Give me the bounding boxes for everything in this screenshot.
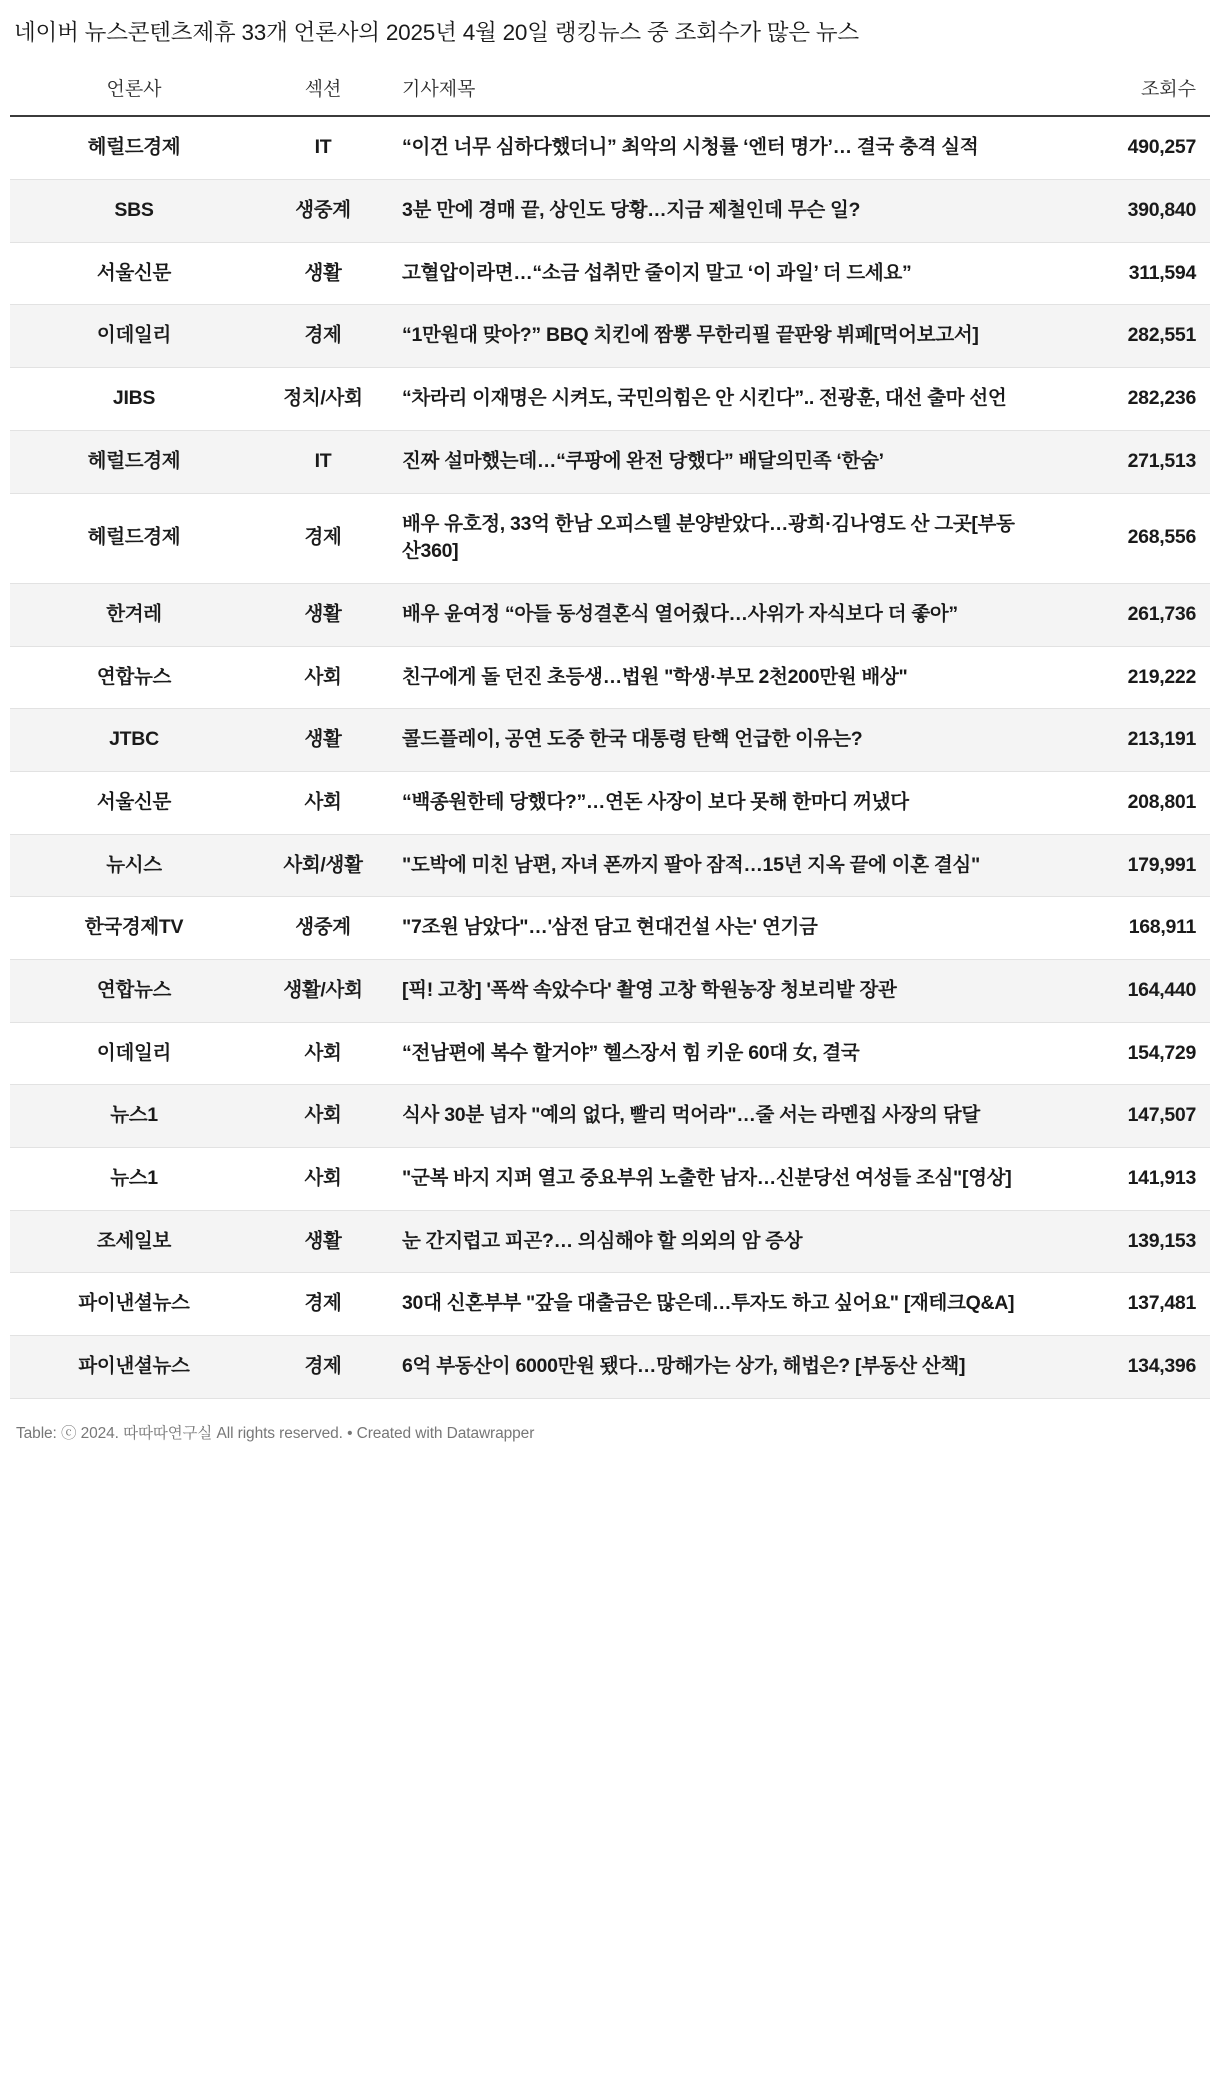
- cell-headline: 30대 신혼부부 "갚을 대출금은 많은데…투자도 하고 싶어요" [재테크Q&A]: [402, 1292, 1015, 1315]
- cell-headline: 배우 유호정, 33억 한남 오피스텔 분양받았다…광희·김나영도 산 그곳[부동산360]: [402, 512, 1015, 563]
- cell-views: 271,513: [1127, 449, 1196, 472]
- cell-views: 168,911: [1128, 916, 1196, 939]
- cell-press: 서울신문: [96, 790, 172, 813]
- cell-views: 154,729: [1127, 1041, 1196, 1064]
- cell-press: 헤럴드경제: [87, 136, 181, 159]
- column-header-headline: 기사제목: [402, 79, 476, 101]
- table-row: [10, 709, 1210, 772]
- cell-views: 268,556: [1127, 526, 1196, 549]
- cell-press: 한겨레: [106, 602, 162, 625]
- cell-views: 137,481: [1127, 1292, 1196, 1315]
- cell-headline: 친구에게 돌 던진 초등생…법원 "학생·부모 2천200만원 배상": [402, 665, 908, 688]
- column-header-views: 조회수: [1140, 79, 1196, 101]
- column-header-section: 섹션: [304, 79, 342, 101]
- cell-views: 208,801: [1127, 790, 1196, 813]
- cell-views: 390,840: [1127, 199, 1196, 222]
- table-row: [10, 1210, 1210, 1273]
- cell-press: 연합뉴스: [96, 665, 172, 688]
- table-header-row: [10, 70, 1210, 116]
- table-row: [10, 180, 1210, 243]
- table-row: [10, 430, 1210, 493]
- cell-section: 사회: [304, 1041, 342, 1064]
- cell-headline: 고혈압이라면…“소금 섭취만 줄이지 말고 ‘이 과일’ 더 드세요”: [402, 261, 912, 284]
- cell-headline: 6억 부동산이 6000만원 됐다…망해가는 상가, 해법은? [부동산 산책]: [402, 1355, 966, 1378]
- cell-headline: “전남편에 복수 할거야” 헬스장서 힘 키운 60대 女, 결국: [402, 1041, 860, 1064]
- cell-press: 파이낸셜뉴스: [78, 1355, 190, 1378]
- table-row: [10, 493, 1210, 583]
- cell-headline: 눈 간지럽고 피곤?… 의심해야 할 의외의 암 증상: [402, 1229, 803, 1252]
- cell-press: 서울신문: [96, 261, 172, 284]
- cell-press: 파이낸셜뉴스: [78, 1292, 190, 1315]
- cell-section: 생활: [304, 728, 342, 751]
- column-header-press: 언론사: [106, 79, 162, 101]
- cell-headline: [픽! 고창] '폭싹 속았수다' 촬영 고창 학원농장 청보리밭 장관: [402, 979, 897, 1001]
- cell-press: 헤럴드경제: [87, 449, 181, 472]
- cell-press: 이데일리: [96, 1041, 172, 1064]
- cell-section: IT: [314, 449, 332, 472]
- cell-section: 생중계: [295, 916, 351, 939]
- table-row: [10, 771, 1210, 834]
- table-row: [10, 1148, 1210, 1211]
- table-row: [10, 116, 1210, 179]
- cell-views: 490,257: [1127, 136, 1196, 159]
- cell-section: IT: [314, 136, 332, 159]
- table-row: [10, 583, 1210, 646]
- cell-section: 사회: [304, 790, 342, 813]
- cell-section: 생활/사회: [283, 979, 363, 1001]
- cell-views: 282,551: [1127, 324, 1196, 347]
- cell-press: 헤럴드경제: [87, 526, 181, 549]
- cell-press: JTBC: [109, 728, 159, 751]
- table-row: [10, 960, 1210, 1023]
- table-row: [10, 834, 1210, 897]
- cell-headline: “이건 너무 심하다했더니” 최악의 시청률 ‘엔터 명가’… 결국 충격 실적: [402, 136, 979, 159]
- cell-views: 141,913: [1127, 1167, 1196, 1190]
- cell-section: 정치/사회: [283, 387, 363, 410]
- cell-views: 179,991: [1127, 853, 1196, 876]
- cell-headline: 콜드플레이, 공연 도중 한국 대통령 탄핵 언급한 이유는?: [402, 728, 863, 751]
- cell-headline: 진짜 설마했는데…“쿠팡에 완전 당했다” 배달의민족 ‘한숨’: [402, 449, 884, 472]
- cell-headline: “백종원한테 당했다?”…연돈 사장이 보다 못해 한마디 꺼냈다: [402, 790, 909, 813]
- cell-views: 164,440: [1127, 979, 1196, 1001]
- table-body: [10, 116, 1210, 1398]
- cell-headline: 3분 만에 경매 끝, 상인도 당황…지금 제철인데 무슨 일?: [402, 199, 861, 222]
- table-row: [10, 242, 1210, 305]
- cell-press: 이데일리: [96, 324, 172, 347]
- cell-section: 경제: [304, 1355, 342, 1378]
- cell-section: 사회: [304, 1104, 342, 1127]
- cell-views: 219,222: [1127, 665, 1196, 688]
- cell-section: 사회: [304, 665, 342, 688]
- table-footer-credit: Table: ⓒ 2024. 따따따연구실 All rights reserved. • Created with Datawrapper: [16, 1424, 535, 1442]
- ranking-news-table: [10, 70, 1210, 1398]
- table-row: [10, 1085, 1210, 1148]
- cell-section: 사회/생활: [283, 853, 363, 876]
- cell-press: 연합뉴스: [96, 979, 172, 1001]
- cell-headline: 배우 윤여정 “아들 동성결혼식 열어줬다…사위가 자식보다 더 좋아”: [402, 602, 958, 625]
- table-row: [10, 646, 1210, 709]
- cell-press: SBS: [114, 199, 154, 222]
- cell-headline: "7조원 남았다"…'삼전 담고 현대건설 사는' 연기금: [402, 916, 818, 939]
- cell-press: JIBS: [112, 387, 156, 410]
- cell-section: 생활: [304, 602, 342, 625]
- cell-views: 282,236: [1127, 387, 1196, 410]
- table-row: [10, 305, 1210, 368]
- table-row: [10, 1273, 1210, 1336]
- cell-headline: 식사 30분 넘자 "예의 없다, 빨리 먹어라"…줄 서는 라멘집 사장의 닦달: [402, 1104, 980, 1127]
- cell-section: 경제: [304, 1292, 342, 1315]
- cell-views: 213,191: [1127, 728, 1196, 751]
- table-row: [10, 897, 1210, 960]
- cell-press: 조세일보: [96, 1229, 172, 1252]
- cell-section: 생활: [304, 1229, 342, 1252]
- cell-section: 경제: [304, 324, 342, 347]
- page-title: 네이버 뉴스콘텐츠제휴 33개 언론사의 2025년 4월 20일 랭킹뉴스 중 조회수가 많은 뉴스: [14, 20, 859, 45]
- cell-section: 사회: [304, 1167, 342, 1190]
- table-header: [10, 70, 1210, 116]
- cell-press: 뉴스1: [110, 1104, 158, 1127]
- table-row: [10, 1336, 1210, 1399]
- cell-headline: “1만원대 맞아?” BBQ 치킨에 짬뽕 무한리필 끝판왕 뷔페[먹어보고서]: [402, 324, 979, 347]
- table-row: [10, 1022, 1210, 1085]
- cell-headline: “차라리 이재명은 시켜도, 국민의힘은 안 시킨다”.. 전광훈, 대선 출마 선언: [402, 387, 1007, 410]
- cell-press: 한국경제TV: [84, 916, 184, 939]
- cell-views: 134,396: [1127, 1355, 1196, 1378]
- cell-section: 경제: [304, 526, 342, 549]
- cell-views: 139,153: [1127, 1229, 1196, 1252]
- cell-views: 147,507: [1127, 1104, 1196, 1127]
- table-row: [10, 368, 1210, 431]
- cell-headline: "군복 바지 지퍼 열고 중요부위 노출한 남자…신분당선 여성들 조심"[영상]: [402, 1167, 1012, 1190]
- cell-press: 뉴시스: [106, 853, 162, 876]
- cell-press: 뉴스1: [110, 1167, 158, 1190]
- cell-section: 생중계: [295, 199, 351, 222]
- cell-views: 311,594: [1128, 261, 1196, 284]
- cell-views: 261,736: [1127, 602, 1196, 625]
- cell-headline: "도박에 미친 남편, 자녀 폰까지 팔아 잠적…15년 지옥 끝에 이혼 결심": [402, 853, 980, 876]
- cell-section: 생활: [304, 261, 342, 284]
